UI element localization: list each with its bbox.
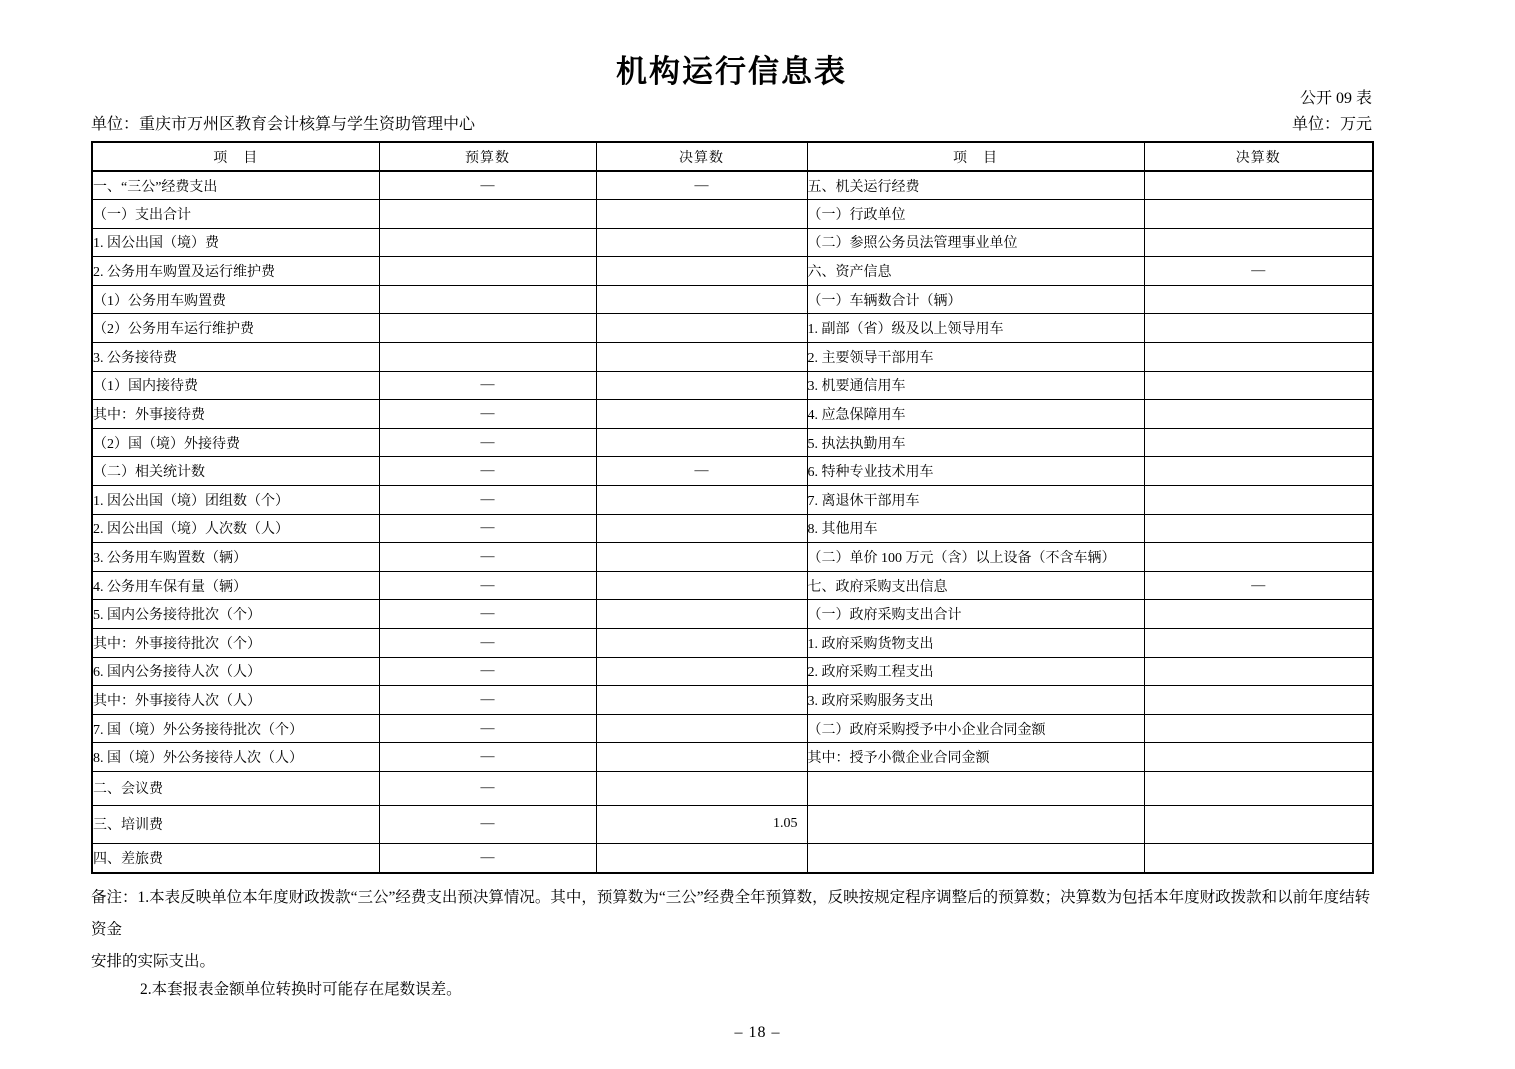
- item-label-left: 其中：外事接待费: [92, 400, 379, 429]
- item-label-left: （一）支出合计: [92, 200, 379, 229]
- col-header-item-right: 项 目: [807, 142, 1144, 171]
- item-label-right: 5. 执法执勤用车: [807, 428, 1144, 457]
- table-row: [92, 657, 1373, 686]
- budget-value: [379, 285, 596, 314]
- info-table: [91, 141, 1374, 874]
- table-row: [92, 714, 1373, 743]
- item-label-right: 4. 应急保障用车: [807, 400, 1144, 429]
- table-row: [92, 285, 1373, 314]
- item-label-right: （一）车辆数合计（辆）: [807, 285, 1144, 314]
- item-label-left: 其中：外事接待批次（个）: [92, 629, 379, 658]
- table-row: [92, 400, 1373, 429]
- budget-value: —: [379, 629, 596, 658]
- unit-row: [91, 111, 1372, 134]
- table-row: [92, 600, 1373, 629]
- item-label-left: 6. 国内公务接待人次（人）: [92, 657, 379, 686]
- final-value-left: —: [596, 457, 807, 486]
- item-label-right: （二）单价 100 万元（含）以上设备（不含车辆）: [807, 543, 1144, 572]
- table-row: [92, 457, 1373, 486]
- col-header-item-left: 项 目: [92, 142, 379, 171]
- final-value-left: [596, 714, 807, 743]
- table-row: [92, 543, 1373, 572]
- notes-block: [91, 882, 1372, 1006]
- table-row: [92, 200, 1373, 229]
- item-label-right: （一）行政单位: [807, 200, 1144, 229]
- budget-value: —: [379, 486, 596, 515]
- doc-number-label: 公开 09 表: [1299, 90, 1372, 107]
- item-label-right: [807, 805, 1144, 843]
- table-row: [92, 343, 1373, 372]
- final-value-left: [596, 314, 807, 343]
- col-header-final-right: 决算数: [1144, 142, 1373, 171]
- table-row: [92, 228, 1373, 257]
- budget-value: [379, 200, 596, 229]
- table-row: [92, 686, 1373, 715]
- item-label-left: 2. 公务用车购置及运行维护费: [92, 257, 379, 286]
- final-value-right: [1144, 200, 1373, 229]
- table-row: [92, 843, 1373, 873]
- budget-value: —: [379, 514, 596, 543]
- final-value-right: [1144, 285, 1373, 314]
- item-label-right: [807, 771, 1144, 805]
- final-value-right: [1144, 543, 1373, 572]
- budget-value: —: [379, 400, 596, 429]
- unit-name-label: 单位：重庆市万州区教育会计核算与学生资助管理中心: [91, 116, 476, 133]
- table-row: [92, 514, 1373, 543]
- table-row: [92, 629, 1373, 658]
- page-number: – 18 –: [734, 1024, 781, 1041]
- final-value-right: [1144, 428, 1373, 457]
- final-value-left: [596, 571, 807, 600]
- item-label-right: 2. 主要领导干部用车: [807, 343, 1144, 372]
- item-label-right: 1. 副部（省）级及以上领导用车: [807, 314, 1144, 343]
- item-label-left: 1. 因公出国（境）费: [92, 228, 379, 257]
- final-value-left: [596, 486, 807, 515]
- final-value-left: [596, 657, 807, 686]
- item-label-left: 8. 国（境）外公务接待人次（人）: [92, 743, 379, 772]
- item-label-left: （二）相关统计数: [92, 457, 379, 486]
- final-value-right: [1144, 600, 1373, 629]
- budget-value: —: [379, 743, 596, 772]
- budget-value: —: [379, 771, 596, 805]
- final-value-left: [596, 285, 807, 314]
- table-row: [92, 314, 1373, 343]
- final-value-right: [1144, 771, 1373, 805]
- item-label-right: 3. 机要通信用车: [807, 371, 1144, 400]
- item-label-left: 其中：外事接待人次（人）: [92, 686, 379, 715]
- budget-value: —: [379, 600, 596, 629]
- item-label-left: （2）国（境）外接待费: [92, 428, 379, 457]
- final-value-left: —: [596, 171, 807, 200]
- page-title: 机构运行信息表: [616, 54, 847, 89]
- item-label-left: 四、差旅费: [92, 843, 379, 873]
- item-label-left: （2）公务用车运行维护费: [92, 314, 379, 343]
- item-label-left: 二、会议费: [92, 771, 379, 805]
- item-label-left: 3. 公务接待费: [92, 343, 379, 372]
- item-label-left: （1）公务用车购置费: [92, 285, 379, 314]
- item-label-right: 7. 离退休干部用车: [807, 486, 1144, 515]
- budget-value: —: [379, 714, 596, 743]
- final-value-left: [596, 371, 807, 400]
- item-label-left: （1）国内接待费: [92, 371, 379, 400]
- item-label-right: （二）政府采购授予中小企业合同金额: [807, 714, 1144, 743]
- unit-currency-label: 单位：万元: [1291, 116, 1372, 133]
- final-value-left: [596, 686, 807, 715]
- budget-value: —: [379, 805, 596, 843]
- item-label-left: 三、培训费: [92, 805, 379, 843]
- final-value-left: [596, 629, 807, 658]
- item-label-right: [807, 843, 1144, 873]
- header-row: [92, 142, 1373, 171]
- final-value-right: [1144, 343, 1373, 372]
- final-value-right: [1144, 228, 1373, 257]
- budget-value: —: [379, 843, 596, 873]
- final-value-left: [596, 600, 807, 629]
- final-value-left: [596, 771, 807, 805]
- table-row: [92, 486, 1373, 515]
- table-row: [92, 257, 1373, 286]
- note-line-2: 安排的实际支出。: [91, 953, 216, 970]
- final-value-right: [1144, 657, 1373, 686]
- budget-value: [379, 314, 596, 343]
- note-line-3: 2.本套报表金额单位转换时可能存在尾数误差。: [140, 981, 462, 998]
- final-value-right: [1144, 514, 1373, 543]
- item-label-left: 1. 因公出国（境）团组数（个）: [92, 486, 379, 515]
- budget-value: —: [379, 457, 596, 486]
- final-value-right: [1144, 171, 1373, 200]
- item-label-right: （一）政府采购支出合计: [807, 600, 1144, 629]
- budget-value: —: [379, 543, 596, 572]
- item-label-left: 7. 国（境）外公务接待批次（个）: [92, 714, 379, 743]
- final-value-left: [596, 843, 807, 873]
- budget-value: [379, 257, 596, 286]
- item-label-right: 3. 政府采购服务支出: [807, 686, 1144, 715]
- final-value-right: [1144, 686, 1373, 715]
- final-value-left: [596, 543, 807, 572]
- item-label-left: 5. 国内公务接待批次（个）: [92, 600, 379, 629]
- final-value-left: [596, 228, 807, 257]
- final-value-right: [1144, 314, 1373, 343]
- final-value-left: 1.05: [596, 805, 807, 843]
- item-label-right: （二）参照公务员法管理事业单位: [807, 228, 1144, 257]
- item-label-right: 五、机关运行经费: [807, 171, 1144, 200]
- final-value-left: [596, 400, 807, 429]
- item-label-right: 七、政府采购支出信息: [807, 571, 1144, 600]
- final-value-right: [1144, 371, 1373, 400]
- budget-value: —: [379, 657, 596, 686]
- final-value-right: [1144, 400, 1373, 429]
- final-value-left: [596, 428, 807, 457]
- final-value-right: [1144, 843, 1373, 873]
- budget-value: [379, 343, 596, 372]
- item-label-right: 其中：授予小微企业合同金额: [807, 743, 1144, 772]
- final-value-right: [1144, 805, 1373, 843]
- item-label-left: 4. 公务用车保有量（辆）: [92, 571, 379, 600]
- final-value-left: [596, 514, 807, 543]
- budget-value: —: [379, 371, 596, 400]
- final-value-left: [596, 343, 807, 372]
- note-line-1: 备注：1.本表反映单位本年度财政拨款“三公”经费支出预决算情况。其中，预算数为“三公”经费全年预算数，反映按规定程序调整后的预算数；决算数为包括本年度财政拨款和以前年度结转资金: [91, 889, 1371, 938]
- budget-value: [379, 228, 596, 257]
- item-label-right: 六、资产信息: [807, 257, 1144, 286]
- final-value-right: [1144, 743, 1373, 772]
- item-label-right: 2. 政府采购工程支出: [807, 657, 1144, 686]
- final-value-left: [596, 257, 807, 286]
- final-value-right: [1144, 714, 1373, 743]
- budget-value: —: [379, 686, 596, 715]
- table-row: [92, 771, 1373, 805]
- item-label-right: 8. 其他用车: [807, 514, 1144, 543]
- final-value-left: [596, 743, 807, 772]
- col-header-final-left: 决算数: [596, 142, 807, 171]
- table-row: [92, 428, 1373, 457]
- table-row: [92, 371, 1373, 400]
- item-label-right: 1. 政府采购货物支出: [807, 629, 1144, 658]
- item-label-right: 6. 特种专业技术用车: [807, 457, 1144, 486]
- table-row: [92, 171, 1373, 200]
- final-value-right: —: [1144, 571, 1373, 600]
- final-value-right: [1144, 486, 1373, 515]
- col-header-budget: 预算数: [379, 142, 596, 171]
- table-row: [92, 571, 1373, 600]
- item-label-left: 一、“三公”经费支出: [92, 171, 379, 200]
- final-value-right: —: [1144, 257, 1373, 286]
- budget-value: —: [379, 571, 596, 600]
- budget-value: —: [379, 171, 596, 200]
- item-label-left: 3. 公务用车购置数（辆）: [92, 543, 379, 572]
- final-value-left: [596, 200, 807, 229]
- item-label-left: 2. 因公出国（境）人次数（人）: [92, 514, 379, 543]
- table-row: [92, 805, 1373, 843]
- final-value-right: [1144, 629, 1373, 658]
- table-row: [92, 743, 1373, 772]
- budget-value: —: [379, 428, 596, 457]
- final-value-right: [1144, 457, 1373, 486]
